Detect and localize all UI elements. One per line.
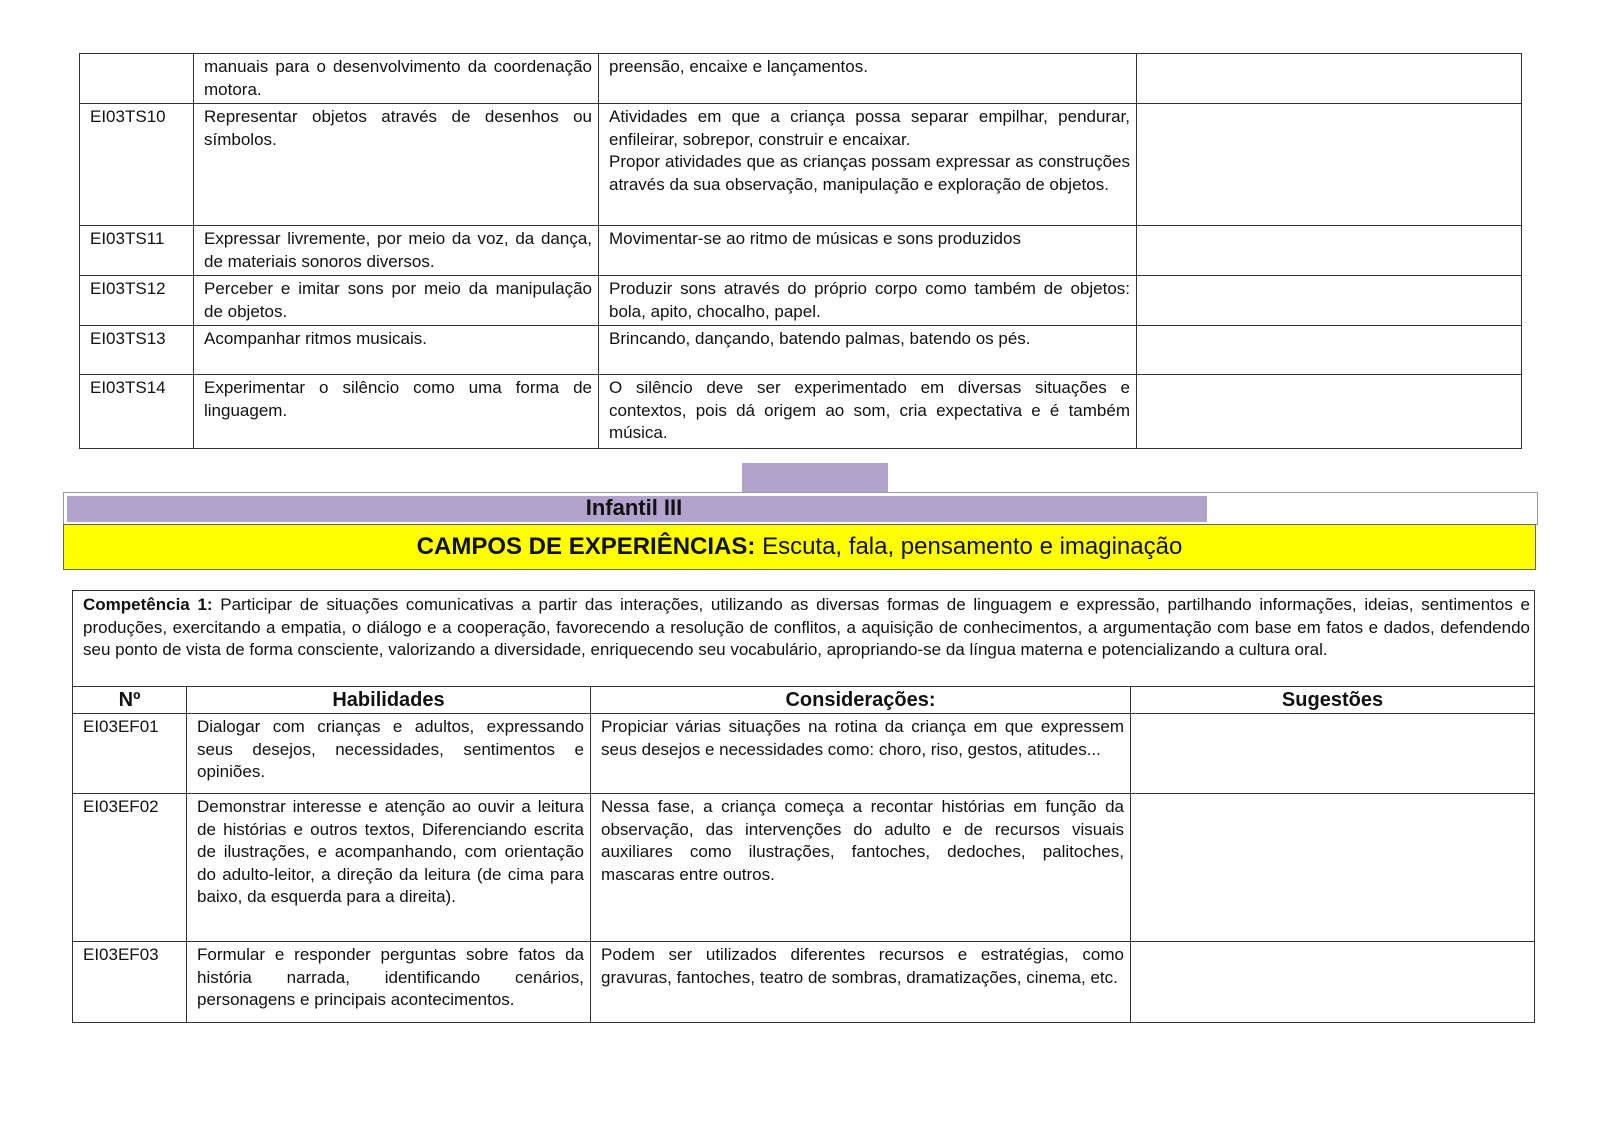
section-title: Infantil III bbox=[585, 495, 683, 520]
table-row bbox=[73, 794, 1535, 942]
column-header-numero: Nº bbox=[73, 687, 187, 714]
skill-code bbox=[80, 54, 194, 104]
competencia-row bbox=[73, 591, 1535, 687]
section-header bbox=[63, 492, 1538, 525]
skill-code: EI03EF03 bbox=[73, 942, 187, 1023]
skill-code: EI03TS13 bbox=[80, 326, 194, 375]
skill-code: EI03EF02 bbox=[73, 794, 187, 942]
skill-description: Perceber e imitar sons por meio da manipulação de objetos. bbox=[194, 276, 599, 326]
skill-suggestions bbox=[1137, 54, 1522, 104]
skill-description: manuais para o desenvolvimento da coordenação motora. bbox=[194, 54, 599, 104]
column-header-consideracoes: Considerações: bbox=[591, 687, 1131, 714]
skill-description: Representar objetos através de desenhos ou símbolos. bbox=[194, 104, 599, 226]
table-row bbox=[80, 54, 1522, 104]
skill-code: EI03TS11 bbox=[80, 226, 194, 276]
table-row bbox=[80, 226, 1522, 276]
skill-code: EI03EF01 bbox=[73, 714, 187, 794]
campos-value: Escuta, fala, pensamento e imaginação bbox=[762, 533, 1183, 560]
competencia-text: Competência 1: Participar de situações comunicativas a partir das interações, utilizando as diversas formas de linguagem e expressão, partilhando informações, ideias, sentimentos e produções, exercitando a empatia, o diálogo e a cooperação, favorecendo a resolução de conflitos, a aquisição de conhecimentos, a argumentação com base em fatos e dados, defendendo seu ponto de vista de forma consciente, valorizando a diversidade, enriquecendo seu vocabulário, apropriando-se da língua materna e potencializando a cultura oral. bbox=[73, 591, 1535, 687]
skill-code: EI03TS14 bbox=[80, 375, 194, 449]
skill-suggestions bbox=[1137, 276, 1522, 326]
skills-table-bottom bbox=[72, 590, 1535, 1023]
skill-description: Experimentar o silêncio como uma forma de linguagem. bbox=[194, 375, 599, 449]
skill-description: Expressar livremente, por meio da voz, da dança, de materiais sonoros diversos. bbox=[194, 226, 599, 276]
skill-considerations: Movimentar-se ao ritmo de músicas e sons produzidos bbox=[599, 226, 1137, 276]
skill-suggestions bbox=[1137, 226, 1522, 276]
skill-considerations: preensão, encaixe e lançamentos. bbox=[599, 54, 1137, 104]
skill-considerations: O silêncio deve ser experimentado em diversas situações e contextos, pois dá origem ao som, cria expectativa e é também música. bbox=[599, 375, 1137, 449]
table-header-row bbox=[73, 687, 1535, 714]
decorative-tab bbox=[742, 463, 888, 493]
skill-description: Dialogar com crianças e adultos, expressando seus desejos, necessidades, sentimentos e opiniões. bbox=[187, 714, 591, 794]
column-header-sugestoes: Sugestões bbox=[1131, 687, 1535, 714]
competencia-label: Competência 1: bbox=[83, 595, 213, 614]
skill-considerations: Podem ser utilizados diferentes recursos e estratégias, como gravuras, fantoches, teatro de sombras, dramatizações, cinema, etc. bbox=[591, 942, 1131, 1023]
skill-description: Formular e responder perguntas sobre fatos da história narrada, identificando cenários, personagens e principais acontecimentos. bbox=[187, 942, 591, 1023]
table-row bbox=[73, 942, 1535, 1023]
table-row bbox=[80, 104, 1522, 226]
column-header-habilidades: Habilidades bbox=[187, 687, 591, 714]
campos-banner bbox=[63, 524, 1536, 570]
table-row bbox=[73, 714, 1535, 794]
skill-description: Demonstrar interesse e atenção ao ouvir a leitura de histórias e outros textos, Diferenciando escrita de ilustrações, e acompanhando, com orientação do adulto-leitor, a direção da leitura (de cima para baixo, da esquerda para a direita). bbox=[187, 794, 591, 942]
table-row bbox=[80, 276, 1522, 326]
skills-table-top bbox=[79, 53, 1522, 449]
skill-suggestions bbox=[1137, 104, 1522, 226]
skill-considerations: Nessa fase, a criança começa a recontar histórias em função da observação, das intervenções do adulto e de recursos visuais auxiliares como ilustrações, fantoches, dedoches, palitoches, mascaras entre outros. bbox=[591, 794, 1131, 942]
skill-code: EI03TS10 bbox=[80, 104, 194, 226]
table-row bbox=[80, 326, 1522, 375]
skill-code: EI03TS12 bbox=[80, 276, 194, 326]
skill-suggestions bbox=[1131, 942, 1535, 1023]
skill-suggestions bbox=[1131, 714, 1535, 794]
skill-considerations: Produzir sons através do próprio corpo como também de objetos: bola, apito, chocalho, papel. bbox=[599, 276, 1137, 326]
skill-suggestions bbox=[1131, 794, 1535, 942]
skill-considerations: Atividades em que a criança possa separar empilhar, pendurar, enfileirar, sobrepor, construir e encaixar. Propor atividades que as crianças possam expressar as construções através da sua observação, manipulação e exploração de objetos. bbox=[599, 104, 1137, 226]
skill-suggestions bbox=[1137, 326, 1522, 375]
campos-label: CAMPOS DE EXPERIÊNCIAS: bbox=[416, 533, 756, 560]
skill-considerations: Brincando, dançando, batendo palmas, batendo os pés. bbox=[599, 326, 1137, 375]
table-row bbox=[80, 375, 1522, 449]
skill-suggestions bbox=[1137, 375, 1522, 449]
skill-description: Acompanhar ritmos musicais. bbox=[194, 326, 599, 375]
skill-considerations: Propiciar várias situações na rotina da criança em que expressem seus desejos e necessidades como: choro, riso, gestos, atitudes... bbox=[591, 714, 1131, 794]
